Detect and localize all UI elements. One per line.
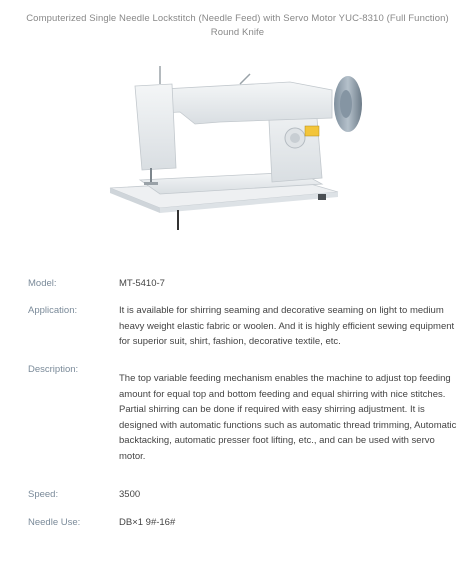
spec-needle-use-value: DB×1 9#-16# — [119, 517, 176, 528]
product-title — [0, 12, 475, 40]
spec-speed-value: 3500 — [119, 489, 141, 500]
spec-application-value: It is available for shirring seaming and decorative seaming on light to medium heavy weight elastic fabric or woolen. And it is highly efficient sewing equipment for superior suit, shirt, fashion, decorative textile, etc. — [119, 305, 455, 347]
spec-description-value: The top variable feeding mechanism enables the machine to adjust top feeding amount for equal top and bottom feeding and equal shirring with nice stitches. Partial shirring can be done if required with easy shirring adjustment. It is designed with automatic functions such as automatic thread trimming, Automatic backtacking, automatic presser foot lifting, etc., and can be used with servo motor. — [119, 373, 457, 462]
product-title-line-2: Round Knife — [210, 27, 265, 38]
product-title-line-1: Computerized Single Needle Lockstitch (Needle Feed) with Servo Motor YUC-8310 (Full Function) — [26, 13, 449, 24]
spec-model-label: Model: — [28, 278, 57, 289]
spec-model-value: MT-5410-7 — [119, 278, 165, 289]
spec-speed-label: Speed: — [28, 489, 59, 500]
spec-needle-use-label: Needle Use: — [28, 517, 81, 528]
spec-description-label: Description: — [28, 364, 79, 375]
spec-application-label: Application: — [28, 305, 78, 316]
sewing-machine-icon — [100, 60, 375, 250]
